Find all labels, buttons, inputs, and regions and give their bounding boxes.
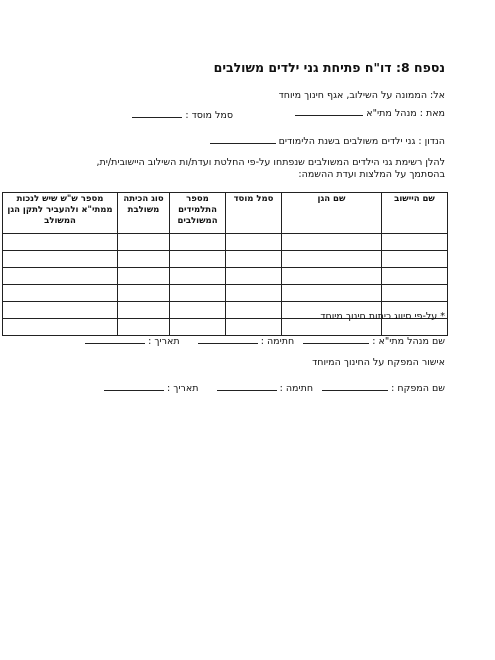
- table-cell[interactable]: [3, 268, 118, 285]
- table-cell[interactable]: [170, 285, 226, 302]
- table-row: [3, 234, 448, 251]
- table-cell[interactable]: [118, 234, 170, 251]
- table-cell[interactable]: [3, 285, 118, 302]
- table-cell[interactable]: [118, 285, 170, 302]
- table-cell[interactable]: [226, 268, 282, 285]
- table-cell[interactable]: [282, 285, 382, 302]
- table-cell[interactable]: [282, 268, 382, 285]
- col-header-class-type: סוג הכיתה משולבת: [118, 193, 170, 234]
- table-row: [3, 268, 448, 285]
- table-cell[interactable]: [3, 319, 118, 336]
- table-cell[interactable]: [118, 319, 170, 336]
- table-row: [3, 251, 448, 268]
- table-cell[interactable]: [226, 302, 282, 319]
- institution-line: [132, 108, 233, 121]
- table-cell[interactable]: [382, 251, 448, 268]
- table-cell[interactable]: [3, 234, 118, 251]
- supervisor-name-label: שם המפקח :: [391, 383, 445, 394]
- table-cell[interactable]: [282, 251, 382, 268]
- supervisor-date-field[interactable]: [104, 381, 164, 391]
- director-name-field[interactable]: [303, 334, 369, 344]
- table-cell[interactable]: [170, 268, 226, 285]
- approval-heading: אישור המפקח על החינוך המיוחד: [312, 357, 445, 368]
- from-name-field[interactable]: [295, 106, 363, 116]
- recipient-line: אל: הממונה על השילוב, אגף חינוך מיוחד: [278, 90, 445, 101]
- institution-code-field[interactable]: [132, 108, 182, 118]
- table-cell[interactable]: [170, 302, 226, 319]
- subject-label: הנדון : גני ילדים משולבים בשנת הלימודים: [278, 136, 445, 147]
- from-label: מאת : מנהל מתי"א: [366, 108, 445, 119]
- intro-line-2: בהסתמך על המלצות ועדת ההשמה:: [298, 169, 445, 180]
- director-signature-field[interactable]: [198, 334, 258, 344]
- table-cell[interactable]: [118, 302, 170, 319]
- table-cell[interactable]: [170, 234, 226, 251]
- supervisor-signature-field[interactable]: [217, 381, 277, 391]
- table-cell[interactable]: [118, 268, 170, 285]
- director-date-label: תאריך :: [148, 336, 180, 347]
- table-cell[interactable]: [282, 234, 382, 251]
- director-date-field[interactable]: [85, 334, 145, 344]
- table-cell[interactable]: [226, 234, 282, 251]
- table-cell[interactable]: [118, 251, 170, 268]
- subject-line: [210, 134, 445, 147]
- director-name-label: שם מנהל מתי"א :: [372, 336, 445, 347]
- table-header-row: [3, 193, 448, 234]
- director-signature-label: חתימה :: [260, 336, 295, 347]
- footnote: * על-פי סיווג כיתות חינוך מיוחד: [320, 311, 445, 322]
- col-header-kindergarten-name: שם הגן: [282, 193, 382, 234]
- document-title: נספח 8: דו"ח פתיחת גני ילדים משולבים: [213, 60, 445, 75]
- table-cell[interactable]: [3, 302, 118, 319]
- director-signature-line: [85, 334, 445, 347]
- col-header-institution-code: סמל מוסד: [226, 193, 282, 234]
- table-cell[interactable]: [382, 268, 448, 285]
- school-year-field[interactable]: [210, 134, 276, 144]
- table-cell[interactable]: [382, 234, 448, 251]
- table-cell[interactable]: [170, 319, 226, 336]
- supervisor-name-field[interactable]: [322, 381, 388, 391]
- table-cell[interactable]: [226, 251, 282, 268]
- table-cell[interactable]: [226, 285, 282, 302]
- table-cell[interactable]: [382, 285, 448, 302]
- supervisor-signature-label: חתימה :: [279, 383, 314, 394]
- col-header-integrated-students: מספר התלמידים המשולבים: [170, 193, 226, 234]
- table-cell[interactable]: [226, 319, 282, 336]
- from-line: [295, 106, 445, 119]
- col-header-hours-transfer: מספר ש"ש שיש לנכות ממתי"א ולהעביר לתקן הגן המשולב: [3, 193, 118, 234]
- supervisor-signature-line: [104, 381, 445, 394]
- intro-line-1: להלן רשימת גני הילדים המשולבים שנפתחו על-פי החלטת ועדת/ות השילוב היישובית/ית,: [96, 157, 445, 168]
- institution-label: סמל מוסד :: [185, 110, 233, 121]
- col-header-settlement: שם היישוב: [382, 193, 448, 234]
- table-row: [3, 285, 448, 302]
- supervisor-date-label: תאריך :: [167, 383, 199, 394]
- table-cell[interactable]: [3, 251, 118, 268]
- table-cell[interactable]: [170, 251, 226, 268]
